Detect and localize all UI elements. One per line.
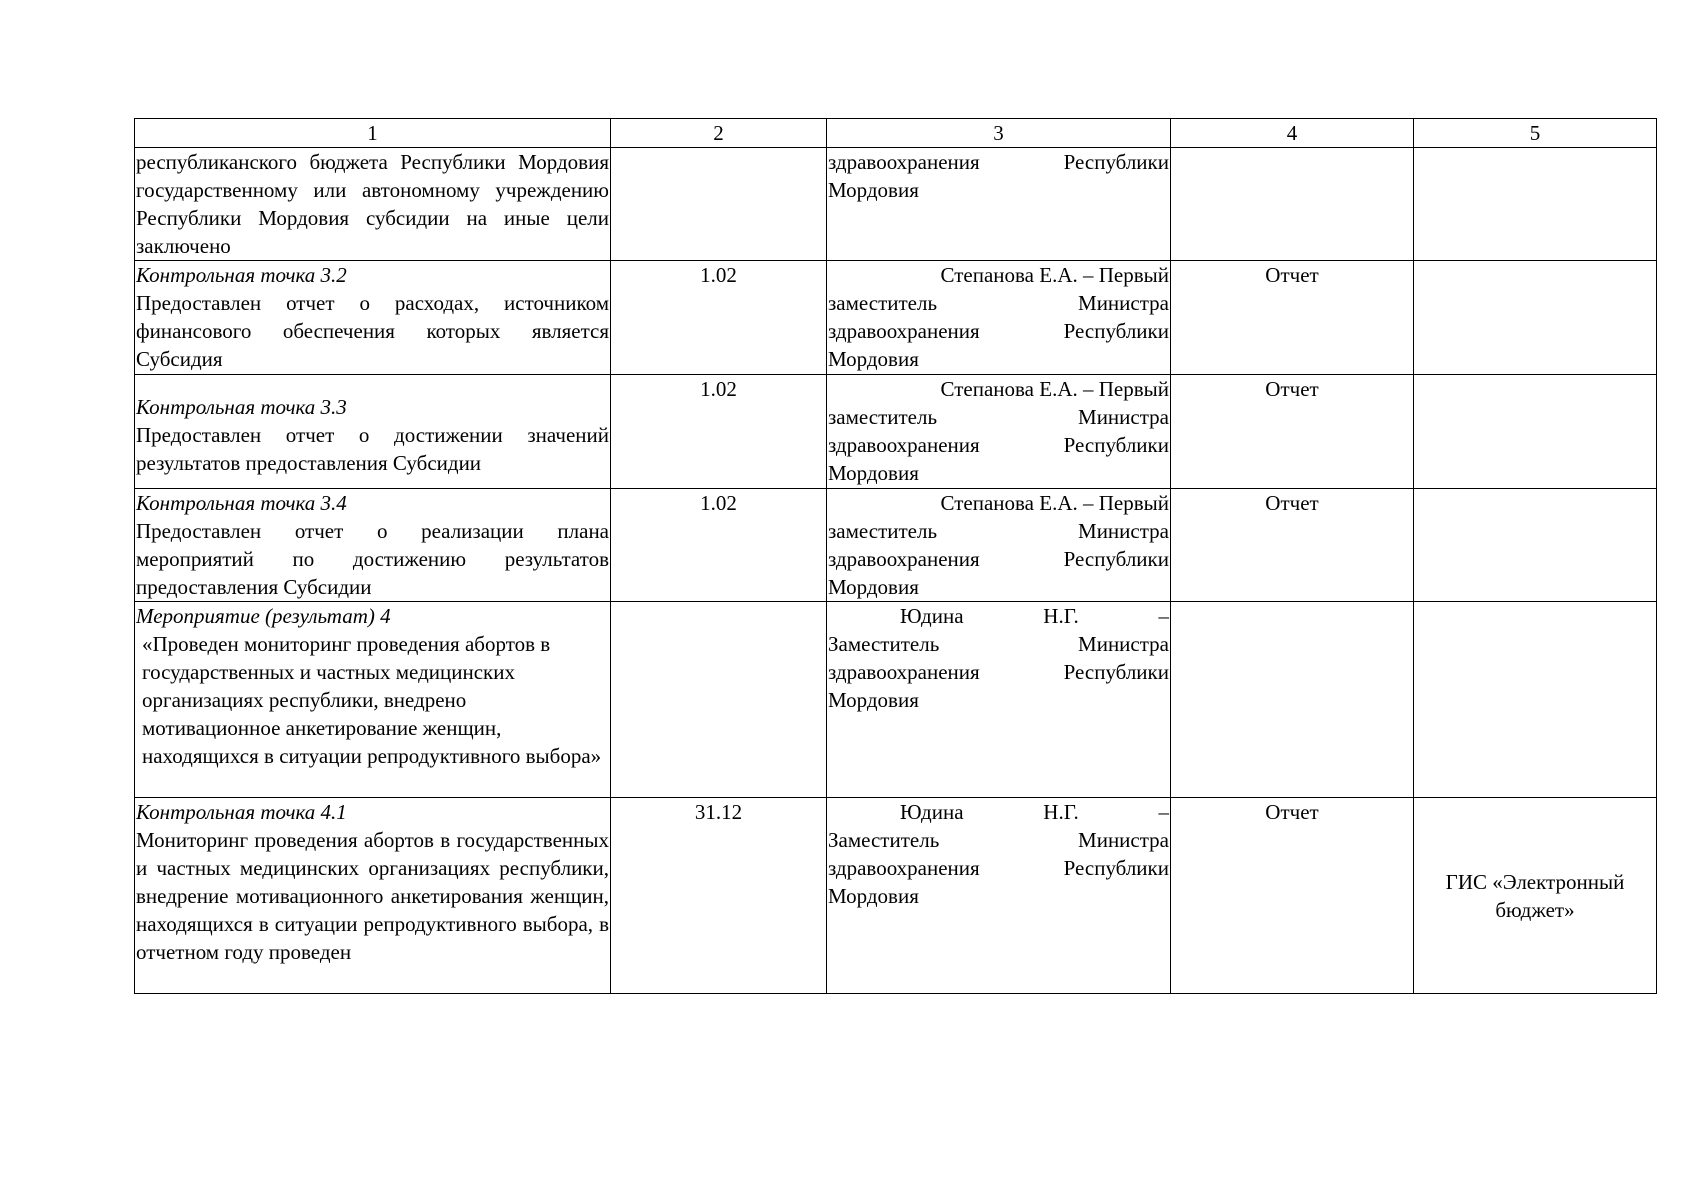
table-header-row (135, 119, 1657, 148)
column-header-4: 4 (1171, 119, 1414, 148)
event-cell (135, 798, 611, 994)
deadline-cell: 1.02 (611, 375, 827, 489)
info-system-cell (1414, 375, 1657, 489)
control-point-title: Контрольная точка 4.1 (136, 800, 347, 824)
document-type-cell: Отчет (1171, 798, 1414, 994)
deadline-cell (611, 148, 827, 261)
deadline-cell (611, 602, 827, 798)
responsible-surname: Юдина (900, 604, 964, 628)
responsible-name: Степанова Е.А. – Первый (940, 491, 1169, 515)
control-point-title: Контрольная точка 3.4 (136, 491, 347, 515)
responsible-position: Заместитель Министра здравоохранения Республики Мордовия (828, 632, 1169, 712)
event-cell (135, 375, 611, 489)
event-description: Мониторинг проведения абортов в государственных и частных медицинских организациях республики, внедрение мотивационного анкетирования женщин, находящихся в ситуации репродуктивного выбора, в отчетном году проведен (136, 828, 609, 964)
responsible-cell (827, 489, 1171, 602)
responsible-position: заместитель Министра здравоохранения Республики Мордовия (828, 291, 1169, 371)
event-cell (135, 602, 611, 798)
document-type-cell: Отчет (1171, 489, 1414, 602)
info-system-cell (1414, 261, 1657, 375)
document-type-cell (1171, 602, 1414, 798)
column-header-5: 5 (1414, 119, 1657, 148)
table-row (135, 798, 1657, 994)
responsible-cell (827, 602, 1171, 798)
column-header-3: 3 (827, 119, 1171, 148)
responsible-name (828, 798, 1169, 826)
control-points-table (134, 118, 1657, 994)
event-description: Предоставлен отчет о расходах, источником финансового обеспечения которых является Субсидия (136, 291, 609, 371)
table-row (135, 261, 1657, 375)
deadline-cell: 1.02 (611, 489, 827, 602)
event-description: Предоставлен отчет о достижении значений результатов предоставления Субсидии (136, 423, 609, 475)
responsible-name: Степанова Е.А. – Первый (940, 377, 1169, 401)
responsible-cell (827, 148, 1171, 261)
responsible-dash: – (1158, 800, 1169, 824)
table-row (135, 602, 1657, 798)
table-row (135, 375, 1657, 489)
responsible-cell (827, 261, 1171, 375)
deadline-cell: 31.12 (611, 798, 827, 994)
document-type-cell (1171, 148, 1414, 261)
responsible-name: Степанова Е.А. – Первый (940, 263, 1169, 287)
info-system-cell (1414, 148, 1657, 261)
column-header-2: 2 (611, 119, 827, 148)
responsible-name (828, 602, 1169, 630)
responsible-surname: Юдина (900, 800, 964, 824)
info-system-cell (1414, 489, 1657, 602)
responsible-cell (827, 798, 1171, 994)
event-cell (135, 148, 611, 261)
responsible-cell (827, 375, 1171, 489)
control-point-title: Контрольная точка 3.2 (136, 263, 347, 287)
event-description: Предоставлен отчет о реализации плана мероприятий по достижению результатов предоставления Субсидии (136, 519, 609, 599)
event-cell (135, 261, 611, 375)
responsible-position: заместитель Министра здравоохранения Республики Мордовия (828, 405, 1169, 485)
document-type-cell: Отчет (1171, 375, 1414, 489)
responsible-initials: Н.Г. (1043, 604, 1079, 628)
table-row (135, 489, 1657, 602)
responsible-dash: – (1158, 604, 1169, 628)
event-title: Мероприятие (результат) 4 (136, 604, 391, 628)
responsible-position: Заместитель Министра здравоохранения Республики Мордовия (828, 828, 1169, 908)
info-system-cell: ГИС «Электронный бюджет» (1414, 798, 1657, 994)
column-header-1: 1 (135, 119, 611, 148)
document-type-cell: Отчет (1171, 261, 1414, 375)
responsible-text: здравоохранения Республики Мордовия (828, 150, 1169, 202)
event-cell (135, 489, 611, 602)
info-system-cell (1414, 602, 1657, 798)
responsible-initials: Н.Г. (1043, 800, 1079, 824)
event-description: «Проведен мониторинг проведения абортов в государственных и частных медицинских организациях республики, внедрено мотивационное анкетирование женщин, находящихся в ситуации репродуктивного выбора» (142, 632, 602, 768)
control-point-title: Контрольная точка 3.3 (136, 395, 347, 419)
deadline-cell: 1.02 (611, 261, 827, 375)
table-row (135, 148, 1657, 261)
responsible-position: заместитель Министра здравоохранения Республики Мордовия (828, 519, 1169, 599)
event-description: республиканского бюджета Республики Мордовия государственному или автономному учреждению Республики Мордовия субсидии на иные цели заключено (136, 150, 609, 258)
